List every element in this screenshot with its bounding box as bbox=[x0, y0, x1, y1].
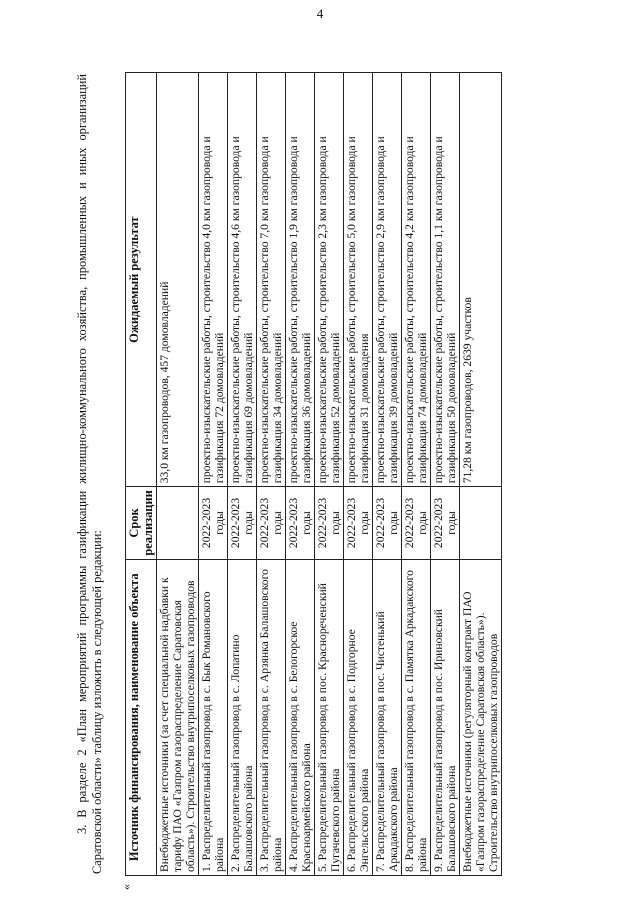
intro-paragraph bbox=[75, 74, 105, 874]
cell-object-name: Внебюджетные источники (за счет специальной надбавки к тарифу ПАО «Газпром газораспределение Саратовская область»). Строительство внутрипоселковых газопроводов bbox=[157, 559, 199, 875]
cell-period: 2022-2023 годы bbox=[373, 487, 402, 559]
cell-expected-result: проектно-изыскательские работы, строительство 7,0 км газопровода и газификация 34 домовладений bbox=[257, 73, 286, 487]
cell-period: 2022-2023 годы bbox=[228, 487, 257, 559]
table-row bbox=[344, 73, 373, 876]
cell-object-name: 5. Распределительный газопровод в пос. Краснореченский Пугачевского района bbox=[315, 559, 344, 875]
cell-object-name: Внебюджетные источники (регуляторный контракт ПАО «Газпром газораспределение Саратовская область»). Строительство внутрипоселковых газопроводов bbox=[460, 559, 502, 875]
table-row bbox=[157, 73, 199, 876]
cell-expected-result: 33,0 км газопроводов, 457 домовладений bbox=[157, 73, 199, 487]
intro-text: 3. В разделе 2 «План мероприятий программы газификации жилищно-коммунального хозяйства, промышленных и иных организаций Саратовской области» таблицу изложить в следующей редакции: bbox=[75, 74, 104, 874]
cell-expected-result: проектно-изыскательские работы, строительство 5,0 км газопровода и газификация 31 домовладения bbox=[344, 73, 373, 487]
cell-expected-result: проектно-изыскательские работы, строительство 1,9 км газопровода и газификация 36 домовладений bbox=[286, 73, 315, 487]
cell-period: 2022-2023 годы bbox=[286, 487, 315, 559]
table-row bbox=[257, 73, 286, 876]
table-row bbox=[228, 73, 257, 876]
cell-period: 2022-2023 годы bbox=[257, 487, 286, 559]
cell-object-name: 7. Распределительный газопровод в пос. Чистенький Аркадакского района bbox=[373, 559, 402, 875]
cell-period: 2022-2023 годы bbox=[199, 487, 228, 559]
gasification-plan-table bbox=[125, 72, 502, 876]
cell-expected-result: проектно-изыскательские работы, строительство 4,0 км газопровода и газификация 72 домовладений bbox=[199, 73, 228, 487]
cell-period: 2022-2023 годы bbox=[344, 487, 373, 559]
cell-expected-result: проектно-изыскательские работы, строительство 1,1 км газопровода и газификация 50 домовладений bbox=[431, 73, 460, 487]
header-period: Срок реализации bbox=[126, 487, 157, 559]
cell-period: 2022-2023 годы bbox=[402, 487, 431, 559]
table-row bbox=[460, 73, 502, 876]
cell-expected-result: проектно-изыскательские работы, строительство 4,2 км газопровода и газификация 74 домовладений bbox=[402, 73, 431, 487]
cell-expected-result: проектно-изыскательские работы, строительство 2,9 км газопровода и газификация 39 домовладений bbox=[373, 73, 402, 487]
page-number: 4 bbox=[316, 6, 324, 21]
rotated-page-content bbox=[75, 60, 585, 890]
table-row bbox=[286, 73, 315, 876]
cell-object-name: 6. Распределительный газопровод в с. Подгорное Энгельсского района bbox=[344, 559, 373, 875]
cell-object-name: 2. Распределительный газопровод в с. Лопатино Балашовского района bbox=[228, 559, 257, 875]
header-expected-result: Ожидаемый результат bbox=[126, 73, 157, 487]
cell-expected-result: 71,28 км газопроводов, 2639 участков bbox=[460, 73, 502, 487]
cell-period: 2022-2023 годы bbox=[315, 487, 344, 559]
cell-period bbox=[460, 487, 502, 559]
opening-quote-mark: « bbox=[119, 884, 133, 890]
cell-period bbox=[157, 487, 199, 559]
cell-expected-result: проектно-изыскательские работы, строительство 4,6 км газопровода и газификация 69 домовладений bbox=[228, 73, 257, 487]
cell-object-name: 3. Распределительный газопровод в с. Арзянка Балашовского района bbox=[257, 559, 286, 875]
cell-object-name: 8. Распределительный газопровод в с. Памятка Аркадакского района bbox=[402, 559, 431, 875]
cell-object-name: 4. Распределительный газопровод в с. Белогорское Красноармейского района bbox=[286, 559, 315, 875]
table-header-row bbox=[126, 73, 157, 876]
cell-object-name: 1. Распределительный газопровод в с. Бык Романовского района bbox=[199, 559, 228, 875]
table-row bbox=[373, 73, 402, 876]
cell-period: 2022-2023 годы bbox=[431, 487, 460, 559]
table-row bbox=[402, 73, 431, 876]
table-row bbox=[315, 73, 344, 876]
table-row bbox=[431, 73, 460, 876]
header-source-object: Источник финансирования, наименование объекта bbox=[126, 559, 157, 875]
cell-expected-result: проектно-изыскательские работы, строительство 2,3 км газопровода и газификация 52 домовладений bbox=[315, 73, 344, 487]
cell-object-name: 9. Распределительный газопровод в пос. Ириновский Балашовского района bbox=[431, 559, 460, 875]
table-row bbox=[199, 73, 228, 876]
